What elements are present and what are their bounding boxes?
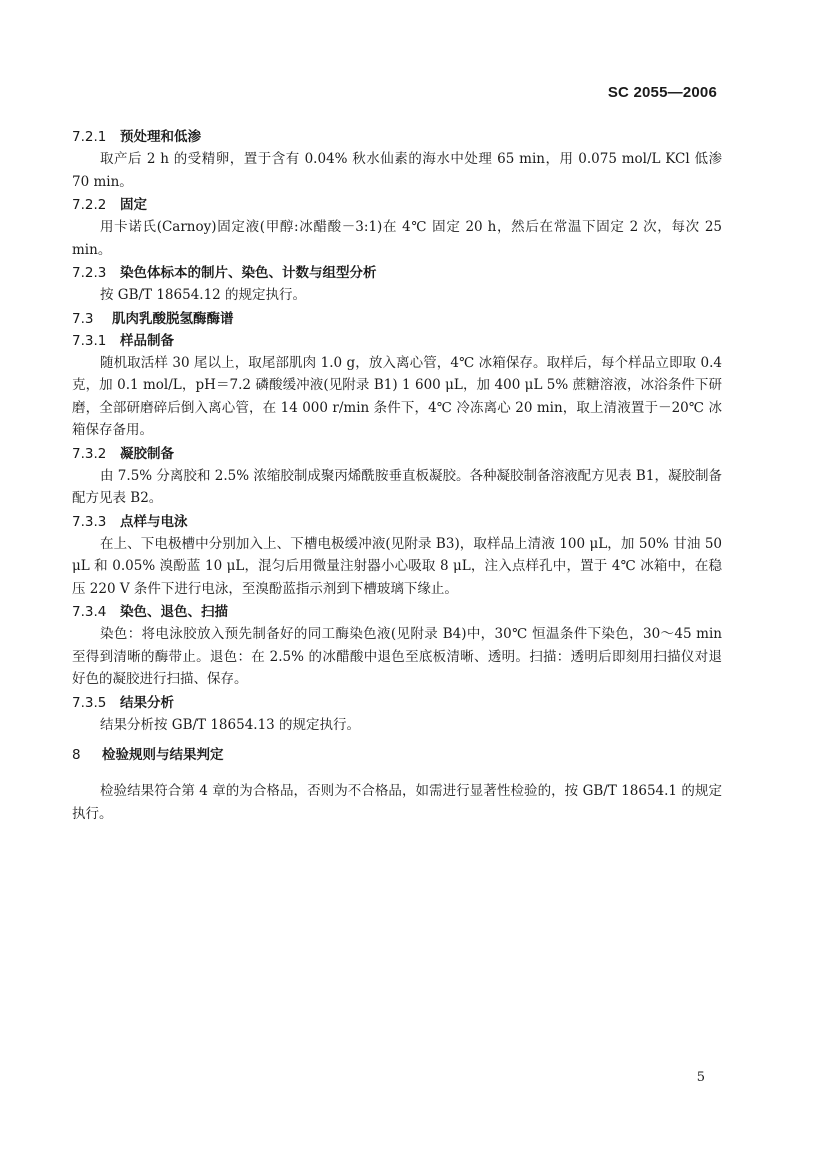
section-title: 结果分析 bbox=[120, 694, 174, 711]
section-number: 7.3.1 bbox=[72, 332, 107, 349]
paragraph-7-3-4: 染色：将电泳胶放入预先制备好的同工酶染色液(见附录 B4)中，30℃ 恒温条件下染色，30～45 min 至得到清晰的酶带止。退色：在 2.5% 的冰醋酸中退色至底板清晰、透明。扫描：透明后即刻用扫描仪对退好色的凝胶进行扫描、保存。 bbox=[72, 626, 722, 687]
section-title: 点样与电泳 bbox=[120, 513, 188, 530]
section-number: 7.3.5 bbox=[72, 694, 107, 711]
heading-7-3-3 bbox=[72, 511, 722, 533]
page-number: 5 bbox=[696, 1070, 705, 1085]
paragraph-7-2-3: 按 GB/T 18654.12 的规定执行。 bbox=[100, 287, 307, 303]
heading-7-3-4 bbox=[72, 601, 722, 623]
section-number: 7.3.3 bbox=[72, 513, 107, 530]
section-title: 肌肉乳酸脱氢酶酶谱 bbox=[112, 310, 234, 327]
heading-7-2-3 bbox=[72, 262, 722, 284]
paragraph-8: 检验结果符合第 4 章的为合格品，否则为不合格品，如需进行显著性检验的，按 GB/T 18654.1 的规定执行。 bbox=[72, 783, 722, 822]
heading-7-3-1 bbox=[72, 330, 722, 352]
heading-7-2-1 bbox=[72, 126, 722, 148]
section-title: 固定 bbox=[120, 197, 147, 213]
paragraph-7-3-1: 随机取活样 30 尾以上，取尾部肌肉 1.0 g，放入离心管，4℃ 冰箱保存。取样后，每个样品立即取 0.4 克，加 0.1 mol/L，pH＝7.2 磷酸缓冲液(见附录 B1) 1 600 μL，加 400 μL 5% 蔗糖溶液，冰浴条件下研磨，全部研磨碎后倒入离心管，在 14 000 r/min 条件下，4℃ 冷冻离心 20 min，取上清液置于－20℃ 冰箱保存备用。 bbox=[72, 354, 722, 438]
section-number: 7.2.1 bbox=[72, 129, 107, 145]
heading-8 bbox=[72, 744, 722, 766]
paragraph-7-3-2: 由 7.5% 分离胶和 2.5% 浓缩胶制成聚丙烯酰胺垂直板凝胶。各种凝胶制备溶液配方见表 B1，凝胶制备配方见表 B2。 bbox=[72, 467, 722, 506]
section-number: 7.3.2 bbox=[72, 445, 107, 462]
section-number: 7.2.2 bbox=[72, 197, 107, 213]
section-number: 8 bbox=[72, 747, 81, 763]
section-title: 样品制备 bbox=[120, 332, 174, 349]
section-title: 染色、退色、扫描 bbox=[120, 604, 228, 620]
heading-7-3 bbox=[72, 308, 722, 330]
section-title: 凝胶制备 bbox=[120, 445, 174, 462]
document-body bbox=[72, 126, 722, 825]
section-number: 7.2.3 bbox=[72, 265, 107, 281]
paragraph-7-2-1: 取产后 2 h 的受精卵，置于含有 0.04% 秋水仙素的海水中处理 65 min，用 0.075 mol/L KCl 低渗 70 min。 bbox=[72, 151, 722, 190]
paragraph-7-3-3: 在上、下电极槽中分别加入上、下槽电极缓冲液(见附录 B3)，取样品上清液 100 μL，加 50% 甘油 50 μL 和 0.05% 溴酚蓝 10 μL，混匀后用微量注射器小心吸取 8 μL，注入点样孔中，置于 4℃ 冰箱中，在稳压 220 V 条件下进行电泳，至溴酚蓝指示剂到下槽玻璃下缘止。 bbox=[72, 535, 722, 597]
heading-7-3-5 bbox=[72, 692, 722, 714]
section-title: 染色体标本的制片、染色、计数与组型分析 bbox=[120, 265, 377, 281]
section-number: 7.3 bbox=[72, 310, 94, 327]
paragraph-7-2-2: 用卡诺氏(Carnoy)固定液(甲醇:冰醋酸－3:1)在 4℃ 固定 20 h，然后在常温下固定 2 次，每次 25 min。 bbox=[72, 219, 722, 258]
paragraph-7-3-5: 结果分析按 GB/T 18654.13 的规定执行。 bbox=[100, 716, 361, 733]
heading-7-2-2 bbox=[72, 194, 722, 216]
section-number: 7.3.4 bbox=[72, 604, 107, 620]
heading-7-3-2 bbox=[72, 443, 722, 465]
standard-code: SC 2055—2006 bbox=[607, 84, 717, 101]
section-title: 检验规则与结果判定 bbox=[102, 747, 224, 763]
section-title: 预处理和低渗 bbox=[120, 129, 201, 145]
